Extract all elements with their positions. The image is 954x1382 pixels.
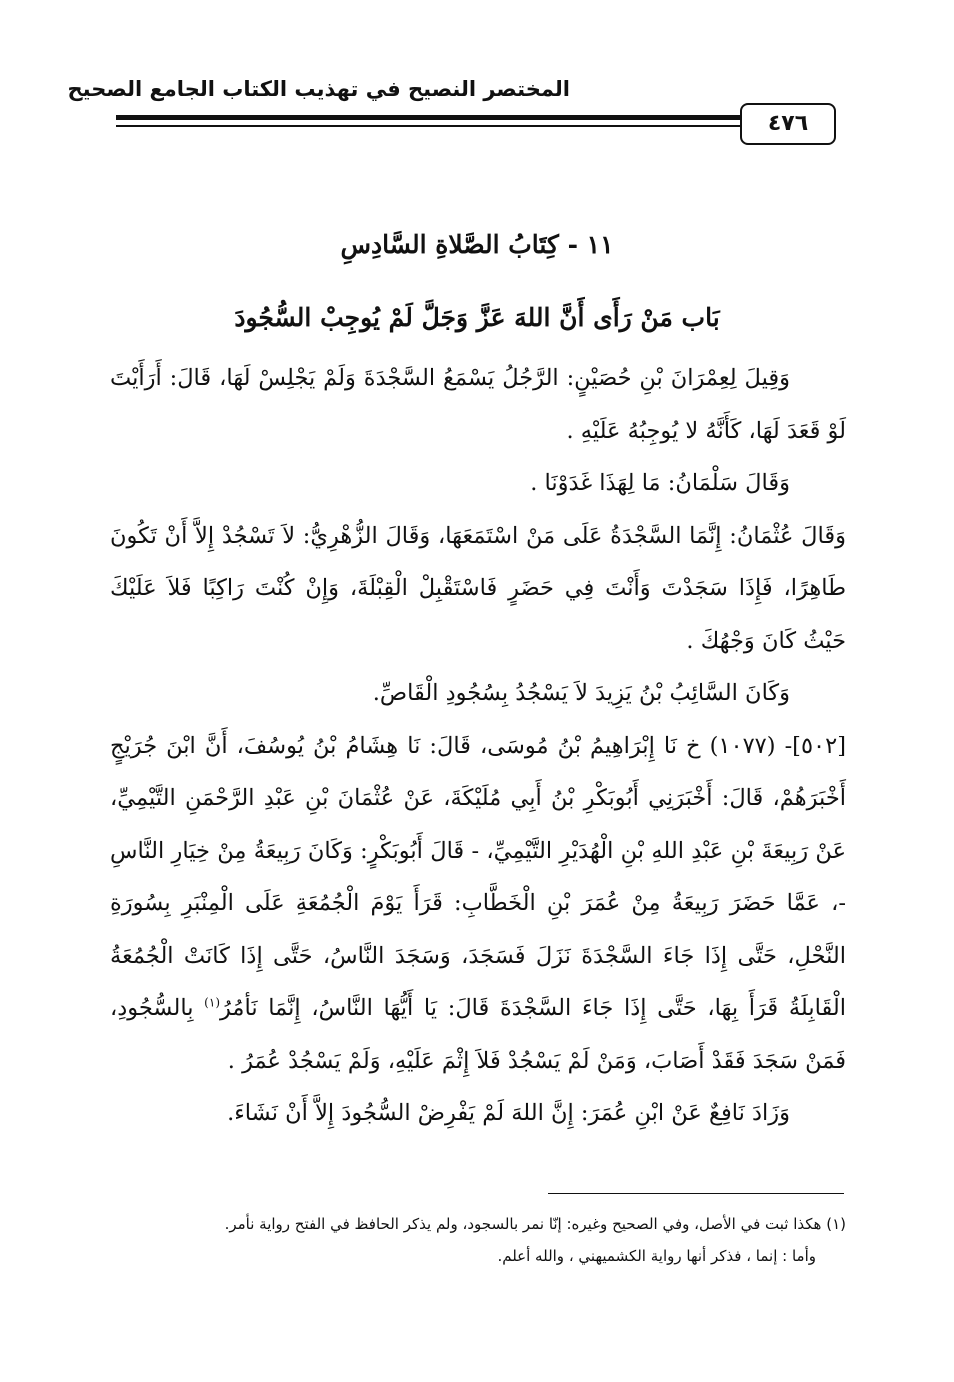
footnote-reference: (١) <box>204 995 220 1010</box>
paragraph-uthman: وَقَالَ عُثْمَانُ: إِنَّمَا السَّجْدَةُ عَلَى مَنْ اسْتَمَعَهَا، وَقَالَ الزُّهْرِيُّ: لاَ تَسْجُدْ إِلاَّ أَنْ تَكُونَ طَاهِرًا، فَإِذَا سَجَدْتَ وَأَنْتَ فِي حَضَرٍ فَاسْتَقْبِلْ الْقِبْلَةَ، وَإِنْ كُنْتَ رَاكِبًا فَلاَ عَلَيْكَ حَيْثُ كَانَ وَجْهُكَ . <box>110 522 846 654</box>
section-title: بَاب مَنْ رَأَى أَنَّ اللهَ عَزَّ وَجَلَّ لَمْ يُوجِبْ السُّجُودَ <box>234 303 720 332</box>
footnote-1: (١) هكذا ثبت في الأصل، وفي الصحيح وغيره: إنّا نمر بالسجود، ولم يذكر الحافظ في الفتح رواية نأمر. <box>224 1215 846 1233</box>
paragraph-imran: وَقِيلَ لِعِمْرَانَ بْنِ حُصَيْنٍ: الرَّجُلُ يَسْمَعُ السَّجْدَةَ وَلَمْ يَجْلِسْ لَهَا، قَالَ: أَرَأَيْتَ لَوْ قَعَدَ لَهَا، كَأَنَّهُ لا يُوجِبُهُ عَلَيْهِ . <box>110 365 846 444</box>
paragraph-nafi: وَزَادَ نَافِعٌ عَنْ ابْنِ عُمَرَ: إِنَّ اللهَ لَمْ يَفْرِضْ السُّجُودَ إِلاَّ أَنْ نَشَاءَ. <box>227 1100 790 1126</box>
hadith-paragraph <box>110 720 846 1088</box>
page-number-box <box>740 103 836 145</box>
chapter-title: ١١ - كِتَابُ الصَّلاةِ السَّادِسِ <box>340 230 614 259</box>
running-header-title: المختصر النصيح في تهذيب الكتاب الجامع الصحيح <box>67 77 570 101</box>
footnote-1-continued: وأما : إنما ، فذكر أنها رواية الكشميهني ، والله أعلم. <box>497 1247 816 1265</box>
hadith-text-after: بِالسُّجُودِ، فَمَنْ سَجَدَ فَقَدْ أَصَابَ، وَمَنْ لَمْ يَسْجُدْ فَلاَ إِثْمَ عَلَيْهِ، وَلَمْ يَسْجُدْ عُمَرُ . <box>110 995 846 1074</box>
main-text <box>110 352 846 1140</box>
hadith-text-before: [٥٠٢]- (١٠٧٧) خ نَا إِبْرَاهِيمُ بْنُ مُوسَى، قَالَ: نَا هِشَامُ بْنُ يُوسُفَ، أَنَّ ابْنَ جُرَيْجٍ أَخْبَرَهُمْ، قَالَ: أَخْبَرَنِي أَبُوبَكْرِ بْنُ أَبِي مُلَيْكَةَ، عَنْ عُثْمَانَ بْنِ عَبْدِ الرَّحْمَنِ التَّيْمِيِّ، عَنْ رَبِيعَةَ بْنِ عَبْدِ اللهِ بْنِ الْهُدَيْرِ التَّيْمِيِّ، - قَالَ أَبُوبَكْرٍ: وَكَانَ رَبِيعَةُ مِنْ خِيَارِ النَّاسِ -، عَمَّا حَضَرَ رَبِيعَةُ مِنْ عُمَرَ بْنِ الْخَطَّابِ: قَرَأَ يَوْمَ الْجُمُعَةِ عَلَى الْمِنْبَرِ بِسُورَةِ النَّحْلِ، حَتَّى إِذَا جَاءَ السَّجْدَةَ نَزَلَ فَسَجَدَ، وَسَجَدَ النَّاسُ، حَتَّى إِذَا كَانَتْ الْجُمُعَةُ الْقَابِلَةُ قَرَأَ بِهَا، حَتَّى إِذَا جَاءَ السَّجْدَةَ قَالَ: يَا أَيُّهَا النَّاسُ، إِنَّمَا نَأمُرُ <box>110 732 847 1021</box>
footnote-separator <box>548 1193 844 1194</box>
page-number: ٤٧٦ <box>767 111 809 136</box>
paragraph-salman: وَقَالَ سَلْمَانُ: مَا لِهَذَا غَدَوْنَا . <box>530 470 790 496</box>
header-rule-thick <box>116 115 748 120</box>
paragraph-saib: وَكَانَ السَّائِبُ بْنُ يَزِيدَ لاَ يَسْجُدُ بِسُجُودِ الْقَاصِّ. <box>372 680 790 706</box>
header-rule-thin <box>116 125 748 127</box>
footnotes <box>110 1208 846 1272</box>
